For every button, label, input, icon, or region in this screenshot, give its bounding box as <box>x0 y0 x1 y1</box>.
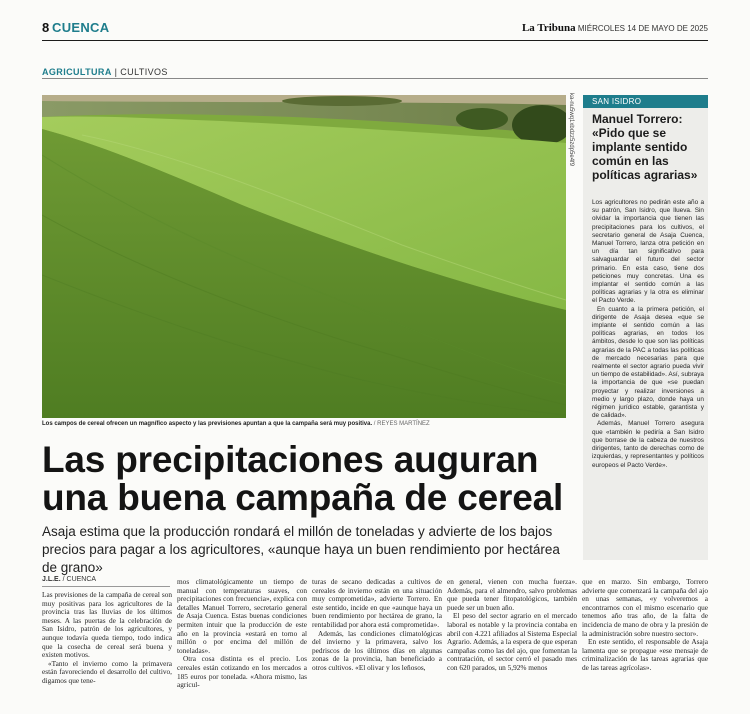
photo-caption-text: Los campos de cereal ofrecen un magnífico aspecto y las previsiones apuntan a que la campaña será muy positiva. <box>42 421 373 427</box>
kicker-subcategory: CULTIVOS <box>120 67 168 77</box>
article-headline <box>42 441 582 517</box>
sidebar-paragraph: Los agricultores no pedirán este año a su patrón, San Isidro, que llueva. Sin olvidar la importancia que tienen las precipitaciones para los cultivos, el secretario general de Asaja Cuenca, Manuel Torrero, lanza otra petición en un día tan significativo para salvaguardar el futuro del sector primario. En esta caso, tiene dos peticiones muy concretas. Una es implantar el sentido común a las políticas agrarias y la otra es eliminar el Pacto Verde. <box>592 199 704 305</box>
section-name: CUENCA <box>52 20 110 35</box>
article-subhead: Asaja estima que la producción rondará el millón de toneladas y advierte de los bajos precios para pagar a los agricultores, «aunque haya un buen rendimiento por hectárea de grano» <box>42 524 560 575</box>
sidebar-paragraph: En cuanto a la primera petición, el dirigente de Asaja desea «que se implante el sentido común a las políticas agrarias, en todos los ámbitos, desde lo que son las políticas agrarias de la PAC a todas las políticas de mercado necesarias para que realmente el sector agrario pueda vivir un tiempo de estabilidad». Así, subraya la importancia de que «se puedan proyectar y realizar inversiones a medio y largo plazo, donde haya un régimen jurídico estable, garantista y de calidad». <box>592 305 704 420</box>
body-paragraph: turas de secano dedicadas a cultivos de cereales de invierno están en una situación muy comprometida», advierte Torrero. En este sentido, incide en que «aunque haya un buen rendimiento por hectárea de grano, la rentabilidad por ahora está comprometida». <box>312 577 442 629</box>
body-paragraph: «Tanto el invierno como la primavera están favoreciendo el desarrollo del cultivo, digamos que tene- <box>42 658 172 685</box>
sidebar-paragraph: Además, Manuel Torrero asegura que «también le pediría a San Isidro que borrase de la cabeza de nuestros dirigentes, tanto de derechas como de izquierdas, y representantes y políticos europeos el Pacto Verde». <box>592 420 704 469</box>
body-paragraph: en general, vienen con mucha fuerza». Además, para el almendro, salvo problemas que pueda tener fitopatológicos, también puede ser un buen año. <box>447 577 577 612</box>
body-paragraph: Otra cosa distinta es el precio. Los cereales están cotizando en los mercados a 185 euros por tonelada. «Ahora mismo, las agricul- <box>177 654 307 690</box>
body-paragraph: Las previsiones de la campaña de cereal son muy positivas para los agricultores de la provincia tras las lluvias de los últimos meses. A las puertas de la celebración de San Isidro, patrón de los agricultores, y aunque todavía queda tiempo, todo indica que la cosecha de cereal será buena y existen motivos. <box>42 590 172 660</box>
article-column-5 <box>582 578 708 673</box>
sidebar-tag: SAN ISIDRO <box>583 95 708 108</box>
byline-rule <box>42 586 170 587</box>
photo-caption <box>42 421 582 427</box>
byline-place: / CUENCA <box>60 576 97 583</box>
kicker-category: AGRICULTURA <box>42 67 112 77</box>
body-paragraph: mos climatológicamente un tiempo de manual con temperaturas suaves, con precipitaciones con frecuencia», explica con detalles Manuel Torrero, secretario general de Asaja Cuenca. Estas buenas condiciones permiten intuir que la producción de este año en la provincia «estará en torno al millón o por encima del millón de toneladas». <box>177 577 307 655</box>
sidebar-body <box>592 199 704 470</box>
kicker-separator: | <box>111 67 121 77</box>
sidebar-box <box>583 95 708 560</box>
photo-code <box>566 95 576 205</box>
headline-line-1: Las precipitaciones auguran <box>42 439 539 480</box>
header-rule <box>42 40 708 41</box>
masthead <box>522 22 708 34</box>
photo-credit: / REYES MARTÍNEZ <box>372 421 430 427</box>
article-column-4 <box>447 578 577 673</box>
cereal-field-illustration <box>42 95 566 418</box>
article-column-2 <box>177 578 307 690</box>
page-header <box>42 18 708 40</box>
body-paragraph: El peso del sector agrario en el mercado laboral es notable y la provincia contaba en abril con 4.221 afiliados al Sistema Especial Agrario. Además, a la espera de que esperan campañas como las del ajo, que fomentan la contratación, el sector cerró el pasado mes con 620 parados, un 5,92% menos <box>447 611 577 672</box>
publication-name: La Tribuna <box>521 22 576 34</box>
body-paragraph: En este sentido, el responsable de Asaja lamenta que se propague «ese mensaje de criminalización de las tareas agrarias que de las tareas agrícolas». <box>582 637 708 672</box>
kicker <box>42 67 168 77</box>
article-column-1 <box>42 591 172 686</box>
photo-code-text: ka-nu5wq1xbdzz5zdp5e4f9 <box>568 93 574 167</box>
page-number: 8 <box>42 20 50 35</box>
body-paragraph: Además, las condiciones climatológicas del invierno y la primavera, salvo los pedriscos de los últimos días en algunas zonas de la provincia, han beneficiado a otros cultivos. «El olivar y los leñosos, <box>312 628 442 672</box>
article-column-3 <box>312 578 442 673</box>
byline-author: J.L.E. <box>42 576 61 583</box>
kicker-rule <box>42 78 708 79</box>
byline <box>42 576 96 583</box>
sidebar-title: Manuel Torrero: «Pido que se implante sentido común en las políticas agrarias» <box>592 112 698 182</box>
cereal-field-photo <box>42 95 566 418</box>
headline-line-2: una buena campaña de cereal <box>42 477 564 518</box>
issue-date: MIÉRCOLES 14 DE MAYO DE 2025 <box>577 24 708 33</box>
body-paragraph: que en marzo. Sin embargo, Torrero advierte que comenzará la campaña del ajo en unas semanas, «y volveremos a encontrarnos con el mismo escenario que tenemos año tras año, de la falta de incidencia de mano de obra y la presión de la administración sobre nuestro sector». <box>582 577 708 638</box>
